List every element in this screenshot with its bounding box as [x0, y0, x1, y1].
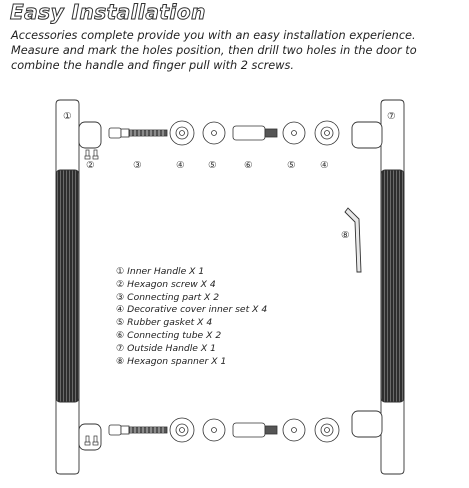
installation-description: Accessories complete provide you with an easy installation experience. Measure and mark the holes position, then drill two holes in the door to combine the handle and finger pull with 2 screws. — [11, 29, 417, 72]
callout-2: ② — [86, 160, 95, 171]
callout-5b: ⑤ — [287, 160, 296, 171]
legend-item: ③ Connecting part X 2 — [116, 291, 220, 303]
callout-5a: ⑤ — [208, 160, 217, 171]
parts-legend — [116, 266, 267, 368]
legend-item: ④ Decorative cover inner set X 4 — [116, 304, 268, 316]
page-title: Easy Installation — [10, 0, 206, 24]
legend-item: ⑧ Hexagon spanner X 1 — [116, 355, 227, 367]
legend-item: ① Inner Handle X 1 — [116, 266, 205, 277]
callout-1: ① — [63, 111, 72, 122]
legend-item: ⑤ Rubber gasket X 4 — [116, 317, 213, 329]
legend-item: ⑦ Outside Handle X 1 — [116, 342, 216, 354]
hexagon-screw-left-top — [85, 150, 98, 159]
legend-item: ② Hexagon screw X 4 — [116, 278, 216, 290]
top-hardware-row — [109, 121, 339, 145]
outside-handle — [352, 100, 404, 474]
callout-6: ⑥ — [244, 160, 253, 171]
callout-7: ⑦ — [387, 111, 396, 122]
callout-4a: ④ — [176, 160, 185, 171]
callout-4b: ④ — [320, 160, 329, 171]
legend-item: ⑥ Connecting tube X 2 — [116, 329, 222, 341]
bottom-hardware-row — [109, 418, 339, 442]
callout-8: ⑧ — [341, 230, 350, 241]
callout-3: ③ — [133, 160, 142, 171]
